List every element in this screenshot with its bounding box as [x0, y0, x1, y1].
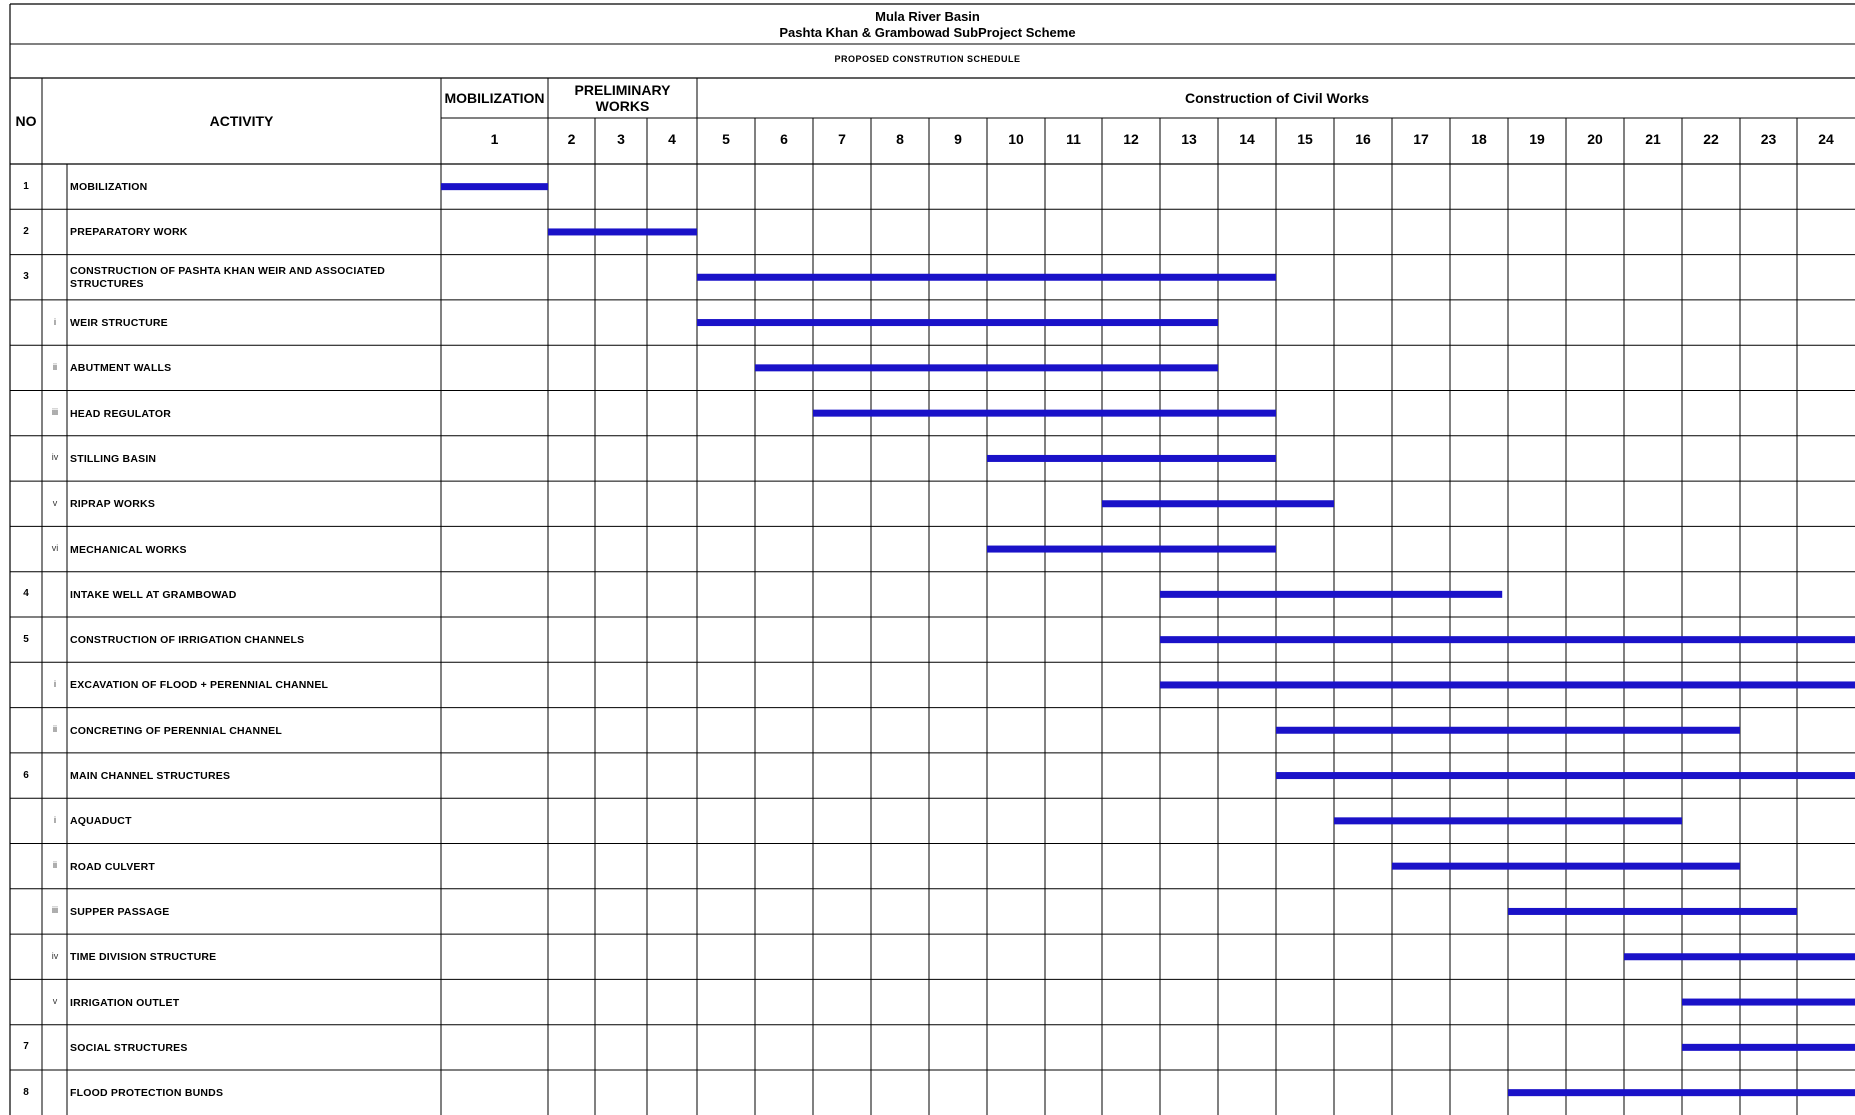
month-label: 11 — [1066, 131, 1081, 147]
month-label: 3 — [617, 131, 625, 147]
schedule-bar — [1160, 591, 1502, 598]
row-sub-number: i — [54, 814, 56, 825]
month-label: 12 — [1123, 131, 1139, 147]
schedule-bar — [697, 274, 1276, 281]
month-label: 15 — [1297, 131, 1313, 147]
row-sub-number: ii — [53, 724, 57, 735]
row-sub-number: i — [54, 678, 56, 689]
row-sub-number: i — [54, 316, 56, 327]
header-group-mobilization: MOBILIZATION — [444, 90, 545, 106]
schedule-bar — [1160, 681, 1855, 688]
schedule-bar — [1682, 1044, 1855, 1051]
activity-label: AQUADUCT — [70, 815, 132, 828]
month-label: 10 — [1008, 131, 1024, 147]
activity-label: SUPPER PASSAGE — [70, 905, 170, 918]
activity-label: MOBILIZATION — [70, 181, 148, 194]
row-sub-number: ii — [53, 860, 57, 871]
schedule-bar — [441, 183, 548, 190]
row-sub-number: iv — [51, 452, 59, 463]
row-number: 3 — [23, 271, 29, 283]
row-sub-number: v — [52, 497, 58, 508]
row-sub-number: iii — [52, 407, 58, 418]
activity-label: RIPRAP WORKS — [70, 498, 156, 511]
activity-label: WEIR STRUCTURE — [70, 317, 168, 330]
row-sub-number: ii — [53, 361, 57, 372]
schedule-bar — [697, 319, 1218, 326]
month-label: 6 — [780, 131, 788, 147]
title-line-2: Pashta Khan & Grambowad SubProject Scheme — [779, 25, 1076, 40]
row-number: 5 — [23, 633, 29, 645]
row-number: 2 — [23, 225, 29, 237]
schedule-bar — [1392, 863, 1740, 870]
row-sub-number: iii — [52, 905, 58, 916]
row-sub-number: vi — [51, 543, 59, 554]
row-number: 7 — [23, 1041, 29, 1053]
activity-label: SOCIAL STRUCTURES — [70, 1041, 188, 1054]
activity-label: CONCRETING OF PERENNIAL CHANNEL — [70, 724, 282, 737]
activity-label: INTAKE WELL AT GRAMBOWAD — [70, 588, 237, 601]
activity-label: MAIN CHANNEL STRUCTURES — [70, 770, 231, 783]
activity-label: FLOOD PROTECTION BUNDS — [70, 1087, 224, 1100]
row-number: 1 — [23, 180, 29, 192]
month-label: 17 — [1413, 131, 1429, 147]
month-label: 22 — [1703, 131, 1719, 147]
schedule-bar — [1624, 953, 1855, 960]
month-label: 9 — [954, 131, 962, 147]
schedule-bar — [755, 364, 1218, 371]
month-label: 20 — [1587, 131, 1603, 147]
month-label: 23 — [1760, 131, 1777, 147]
month-label: 19 — [1529, 131, 1545, 147]
schedule-bar — [1160, 636, 1855, 643]
month-label: 1 — [490, 131, 499, 147]
month-label: 14 — [1239, 131, 1255, 147]
activity-label: EXCAVATION OF FLOOD + PERENNIAL CHANNEL — [70, 679, 329, 692]
activity-label: CONSTRUCTION OF PASHTA KHAN WEIR AND ASSOCIATED STRUCTURES — [70, 265, 386, 291]
month-label: 4 — [668, 131, 676, 147]
row-sub-number: v — [52, 996, 58, 1007]
month-label: 18 — [1471, 131, 1487, 147]
schedule-bar — [1682, 999, 1855, 1006]
activity-label: CONSTRUCTION OF IRRIGATION CHANNELS — [70, 634, 305, 647]
month-label: 21 — [1645, 131, 1661, 147]
header-group-civil-works: Construction of Civil Works — [1185, 90, 1370, 106]
schedule-bar — [1508, 908, 1797, 915]
row-number: 6 — [23, 769, 29, 781]
row-number: 4 — [23, 588, 29, 600]
schedule-bar — [1276, 727, 1740, 734]
month-label: 5 — [722, 131, 730, 147]
schedule-bar — [1334, 817, 1682, 824]
month-label: 16 — [1355, 131, 1371, 147]
schedule-bar — [548, 228, 697, 235]
header-activity: ACTIVITY — [209, 113, 274, 129]
header-group-preliminary: PRELIMINARY WORKS — [574, 82, 671, 114]
activity-label: ABUTMENT WALLS — [70, 362, 172, 375]
activity-label: HEAD REGULATOR — [70, 407, 171, 420]
month-label: 24 — [1818, 131, 1834, 147]
activity-label: STILLING BASIN — [70, 452, 157, 465]
title-line-1: Mula River Basin — [875, 9, 980, 24]
schedule-bar — [1508, 1089, 1855, 1096]
schedule-bar — [987, 546, 1276, 553]
schedule-bar — [987, 455, 1276, 462]
activity-label: ROAD CULVERT — [70, 860, 156, 873]
activity-label: TIME DIVISION STRUCTURE — [70, 951, 217, 964]
activity-label: PREPARATORY WORK — [70, 226, 188, 239]
schedule-bar — [1102, 500, 1334, 507]
month-label: 2 — [567, 131, 576, 147]
month-label: 13 — [1181, 131, 1197, 147]
row-sub-number: iv — [51, 950, 59, 961]
title-line-3: PROPOSED CONSTRUTION SCHEDULE — [834, 54, 1021, 64]
header-no: NO — [15, 113, 37, 129]
schedule-bar — [813, 410, 1276, 417]
activity-label: IRRIGATION OUTLET — [70, 996, 180, 1009]
month-label: 7 — [838, 131, 846, 147]
month-label: 8 — [896, 131, 904, 147]
activity-label: MECHANICAL WORKS — [70, 543, 187, 556]
row-number: 8 — [23, 1086, 29, 1098]
schedule-bar — [1276, 772, 1855, 779]
